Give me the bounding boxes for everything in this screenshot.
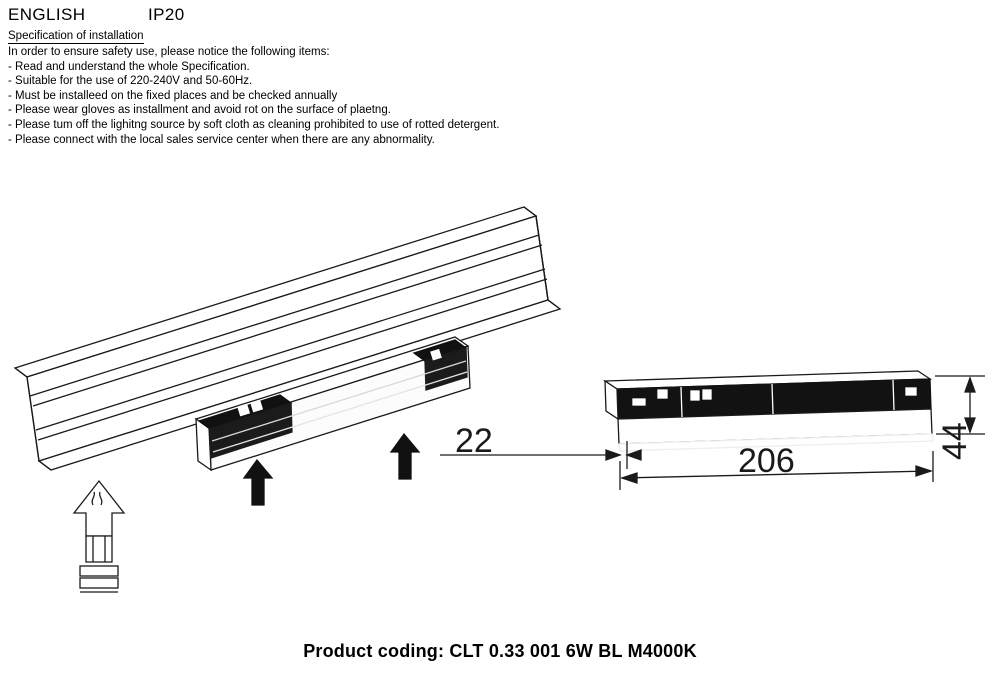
luminaire-side-elevation — [605, 371, 933, 451]
install-arrow-icon — [244, 460, 272, 505]
note-item: - Suitable for the use of 220-240V and 50-60Hz. — [8, 75, 253, 88]
note-item: - Please tum off the lighitng source by soft cloth as cleaning prohibited to use of rotted detergent. — [8, 118, 500, 131]
language-label: ENGLISH — [8, 5, 86, 24]
ip-rating-label: IP20 — [148, 5, 185, 24]
dimension-value-44: 44 — [936, 422, 974, 460]
magnet-icon — [74, 481, 124, 592]
specification-title: Specification of installation — [8, 30, 144, 42]
note-item: - Must be installeed on the fixed places and be checked annually — [8, 89, 338, 102]
note-item: - Read and understand the whole Specification. — [8, 60, 250, 73]
note-item: - Please wear gloves as installment and avoid rot on the surface of plaetng. — [8, 104, 391, 117]
install-arrow-icon — [391, 434, 419, 479]
dimension-value-206: 206 — [738, 442, 795, 480]
product-coding: Product coding: CLT 0.33 001 6W BL M4000K — [303, 641, 697, 661]
dimension-value-22: 22 — [455, 422, 493, 460]
notes-intro: In order to ensure safety use, please notice the following items: — [8, 46, 330, 58]
note-item: - Please connect with the local sales service center when there are any abnormality. — [8, 133, 435, 146]
